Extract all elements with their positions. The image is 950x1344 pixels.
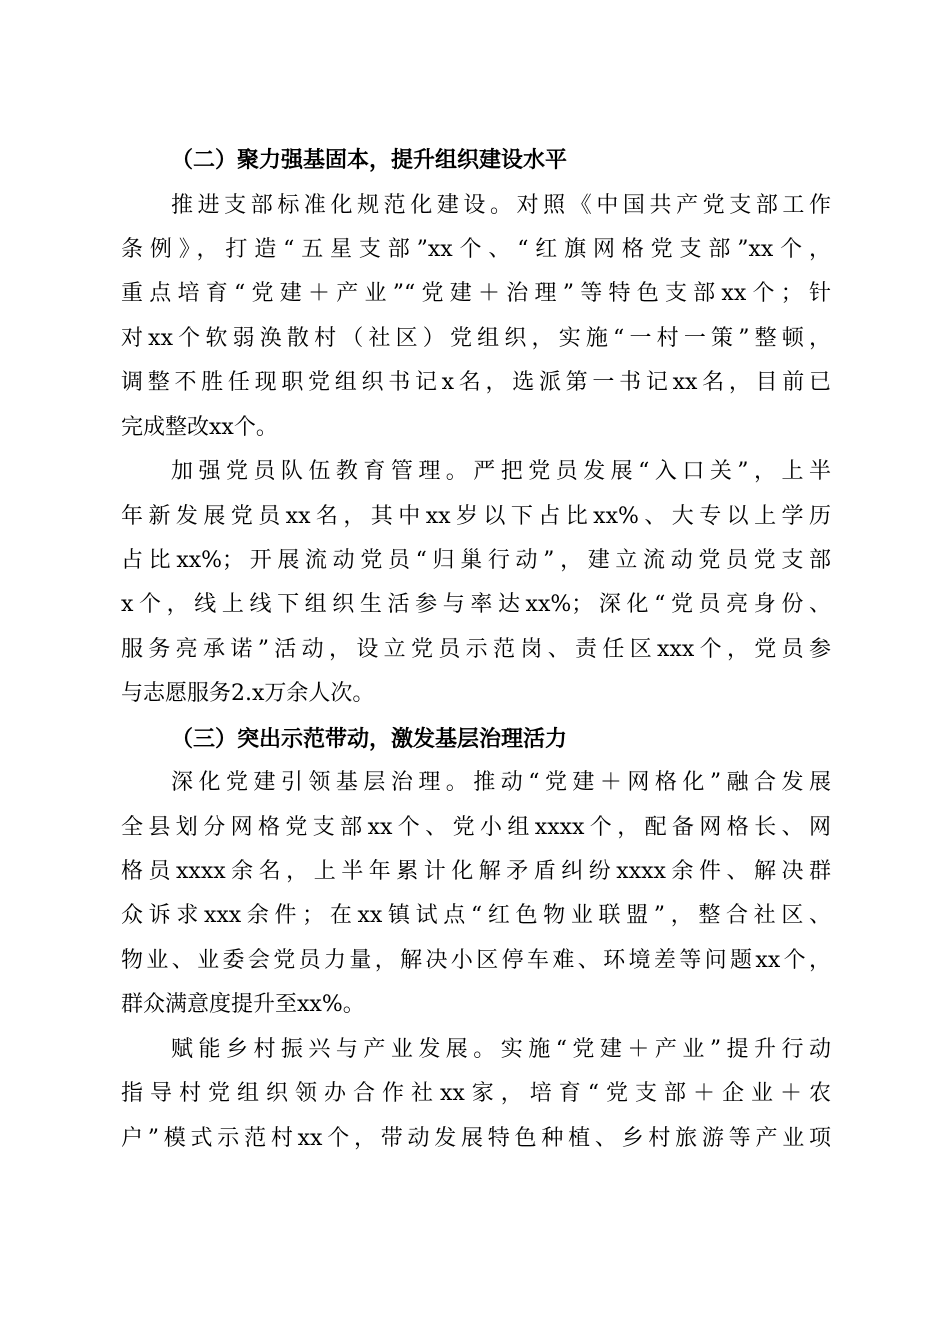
text-line: 格员xxxx余名，上半年累计化解矛盾纠纷xxxx余件、解决群 xyxy=(121,859,831,884)
text-line: x个，线上线下组织生活参与率达xx%；深化“党员亮身份、 xyxy=(121,592,831,617)
text-line: 重点培育“党建＋产业”“党建＋治理”等特色支部xx个；针 xyxy=(121,281,831,306)
text-line: 群众满意度提升至xx%。 xyxy=(121,992,365,1017)
section-heading: （二）聚力强基固本，提升组织建设水平 xyxy=(171,147,568,173)
text-line: 赋能乡村振兴与产业发展。实施“党建＋产业”提升行动 xyxy=(171,1037,831,1062)
text-line: 占比xx%；开展流动党员“归巢行动”，建立流动党员党支部 xyxy=(121,548,831,573)
text-line: 户”模式示范村xx个，带动发展特色种植、乡村旅游等产业项 xyxy=(121,1126,831,1151)
text-line: 深化党建引领基层治理。推动“党建＋网格化”融合发展 xyxy=(171,770,831,795)
text-line: 条例》，打造“五星支部”xx个、“红旗网格党支部”xx个， xyxy=(121,237,831,262)
text-line: 加强党员队伍教育管理。严把党员发展“入口关”，上半 xyxy=(171,459,831,484)
text-line: 完成整改xx个。 xyxy=(121,415,278,440)
text-line: 对xx个软弱涣散村（社区）党组织，实施“一村一策”整顿， xyxy=(121,326,831,351)
text-line: 全县划分网格党支部xx个、党小组xxxx个，配备网格长、网 xyxy=(121,815,831,840)
text-line: 年新发展党员xx名，其中xx岁以下占比xx%、大专以上学历 xyxy=(121,504,831,529)
text-line: 指导村党组织领办合作社xx家，培育“党支部＋企业＋农 xyxy=(121,1081,831,1106)
text-line: 物业、业委会党员力量，解决小区停车难、环境差等问题xx个， xyxy=(121,948,831,973)
text-line: 与志愿服务2.x万余人次。 xyxy=(121,681,375,706)
text-line: 众诉求xxx余件；在xx镇试点“红色物业联盟”，整合社区、 xyxy=(121,903,831,928)
text-line: 服务亮承诺”活动，设立党员示范岗、责任区xxx个，党员参 xyxy=(121,637,831,662)
text-line: 调整不胜任现职党组织书记x名，选派第一书记xx名，目前已 xyxy=(121,370,831,395)
section-heading: （三）突出示范带动，激发基层治理活力 xyxy=(171,726,568,752)
text-line: 推进支部标准化规范化建设。对照《中国共产党支部工作 xyxy=(171,193,831,218)
